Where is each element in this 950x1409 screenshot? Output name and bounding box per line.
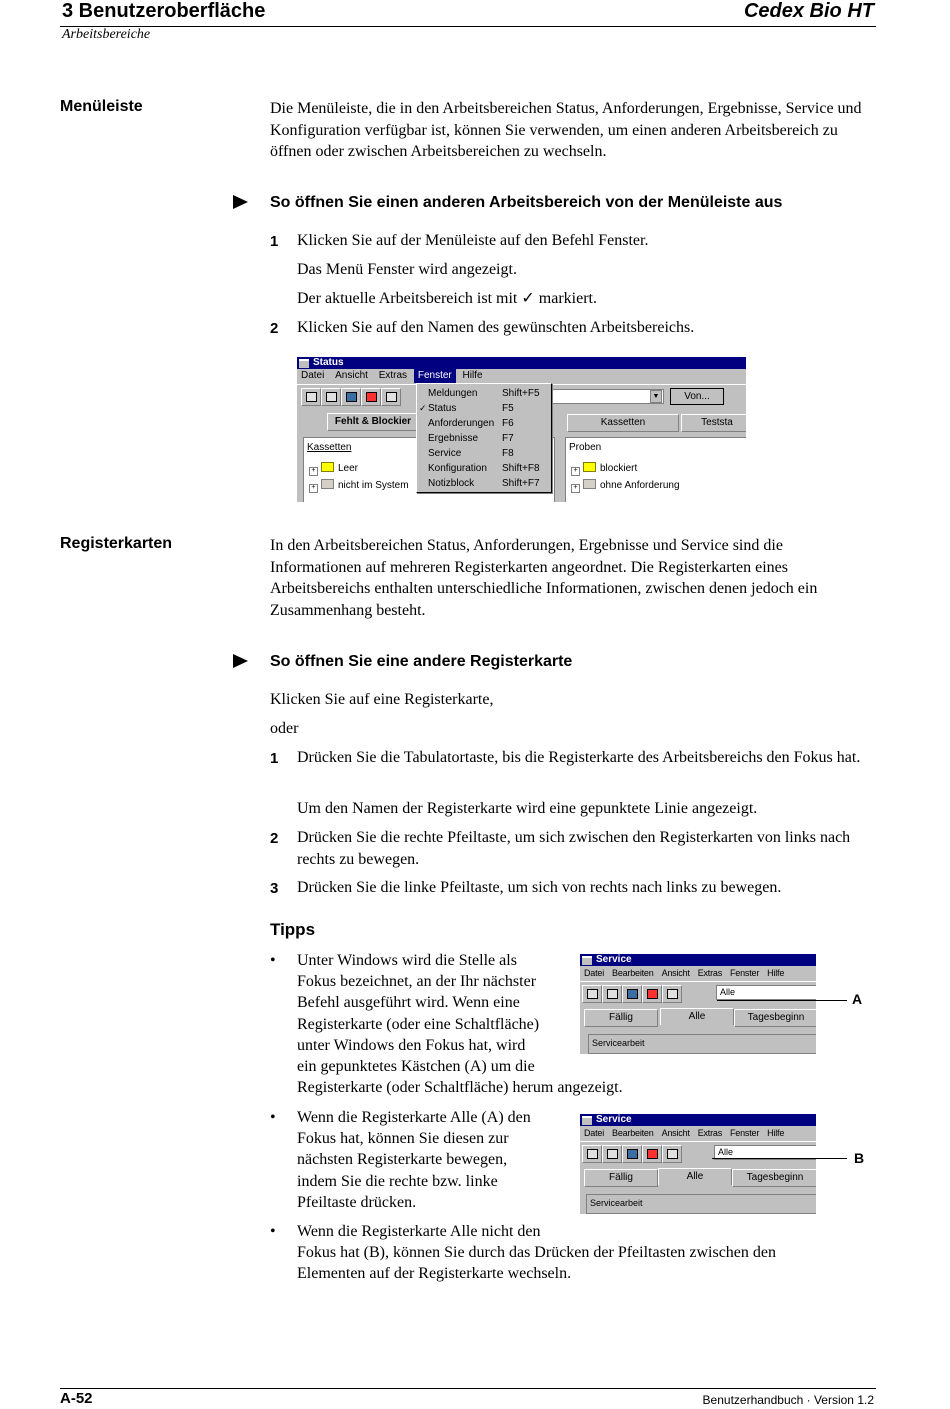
procedure-title: So öffnen Sie eine andere Registerkarte (270, 653, 573, 670)
step-text: Drücken Sie die Tabulatortaste, bis die Registerkarte des Arbeitsbereichs den Fokus hat. (297, 749, 861, 766)
callout-b: B (854, 1150, 865, 1166)
tab-alle[interactable]: Alle (660, 1008, 734, 1025)
tab-faellig[interactable]: Fällig (584, 1009, 658, 1027)
step-number: 1 (270, 233, 279, 250)
window-title: Service (596, 1114, 632, 1125)
tab-tagesbeginn[interactable]: Tagesbeginn (732, 1169, 816, 1187)
tool-alarm-icon[interactable] (642, 985, 662, 1003)
tip-3: • Wenn die Registerkarte Alle nicht den Fokus hat (B), können Sie durch das Drücken der Pfeiltasten zwischen den Elementen auf der Registerkarte wechseln. (270, 1223, 776, 1283)
procedure-arrow-icon (233, 195, 248, 209)
tool-print-preview-icon[interactable] (582, 985, 602, 1003)
tree-item-leer[interactable]: + Leer (309, 462, 358, 476)
procedure-arrow-icon (233, 654, 248, 668)
menu-bearbeiten[interactable]: Bearbeiten (612, 1128, 654, 1138)
menu-item-service[interactable]: Service F8 (428, 448, 514, 459)
step-text: Drücken Sie die linke Pfeiltaste, um sich von rechts nach links zu bewegen. (297, 879, 782, 896)
menu-extras[interactable]: Extras (697, 968, 722, 978)
window-titlebar (580, 1114, 816, 1126)
status-window-screenshot (297, 357, 746, 502)
tool-print-preview-icon[interactable] (582, 1145, 602, 1163)
callout-a-line (717, 1000, 847, 1001)
tool-print-preview-icon[interactable] (301, 388, 321, 406)
tree-item-blockiert[interactable]: + blockiert (571, 462, 637, 476)
chapter-title: 3 Benutzeroberfläche (62, 0, 266, 22)
tipps-heading: Tipps (270, 920, 316, 939)
step-2 (270, 317, 876, 339)
menu-item-meldungen[interactable]: Meldungen Shift+F5 (428, 388, 540, 399)
tip-1: • Unter Windows wird die Stelle als Fokus bezeichnet, an der Ihr nächster Befehl ausgeführt wird. Wenn eine Registerkarte (oder eine Schaltfläche) unter Windows den Fokus hat, wird ein gepunktetes Kästchen (A) um die Registerkarte (oder Schaltfläche) herum angezeigt. (270, 952, 623, 1097)
step-number: 1 (270, 750, 279, 767)
tab-kassetten[interactable]: Kassetten (567, 414, 679, 432)
folder-icon (583, 479, 596, 489)
menu-item-notizblock[interactable]: Notizblock Shift+F7 (428, 478, 540, 489)
menu-ansicht[interactable]: Ansicht (335, 370, 368, 381)
fenster-dropdown-menu (416, 383, 552, 493)
menu-datei[interactable]: Datei (584, 968, 605, 978)
footer-rule (60, 1388, 876, 1389)
click-tab-text: Klicken Sie auf eine Registerkarte, (270, 691, 494, 708)
tool-print-icon[interactable] (602, 1145, 622, 1163)
step-text: Drücken Sie die rechte Pfeiltaste, um sich zwischen den Registerkarten von links nach rechts zu bewegen. (297, 829, 851, 868)
window-titlebar (297, 357, 746, 369)
step-1-result-2: Der aktuelle Arbeitsbereich ist mit ✓ markiert. (297, 290, 597, 307)
procedure-open-tab (233, 653, 572, 671)
menu-hilfe[interactable]: Hilfe (767, 968, 785, 978)
menubar (580, 966, 816, 980)
registerkarten-heading: Registerkarten (60, 535, 173, 552)
tab-step-3 (270, 877, 876, 899)
tool-pointer-icon[interactable] (662, 985, 682, 1003)
callout-a: A (852, 991, 863, 1007)
combo-arrow-icon[interactable]: ▼ (650, 390, 662, 403)
menu-bearbeiten[interactable]: Bearbeiten (612, 968, 654, 978)
servicearbeit-panel: Servicearbeit (586, 1194, 816, 1214)
menu-item-ergebnisse[interactable]: Ergebnisse F7 (428, 433, 514, 444)
tool-monitor-icon[interactable] (341, 388, 361, 406)
menu-fenster[interactable]: Fenster (730, 1128, 760, 1138)
menuleiste-intro: Die Menüleiste, die in den Arbeitsbereichen Status, Anforderungen, Ergebnisse, Service und Konfiguration verfügbar ist, können Sie verwenden, um einen anderen Arbeitsbereich zu öffnen oder zwischen Arbeitsbereichen zu wechseln. (270, 100, 862, 160)
menu-ansicht[interactable]: Ansicht (661, 1128, 690, 1138)
menu-extras[interactable]: Extras (697, 1128, 722, 1138)
system-menu-icon (582, 1116, 592, 1125)
tree-item-nicht-im-system[interactable]: + nicht im System (309, 479, 409, 493)
tab-faellig[interactable]: Fällig (584, 1169, 658, 1187)
filter-combo[interactable] (552, 389, 664, 404)
filter-field[interactable]: Alle (716, 985, 816, 1000)
section-subtitle: Arbeitsbereiche (62, 27, 151, 42)
step-1 (270, 230, 876, 252)
procedure-open-workspace (233, 194, 782, 212)
menu-item-konfiguration[interactable]: Konfiguration Shift+F8 (428, 463, 540, 474)
menu-extras[interactable]: Extras (378, 370, 408, 381)
tab-teststatus[interactable]: Teststa (681, 414, 746, 432)
window-titlebar (580, 954, 816, 966)
registerkarten-intro: In den Arbeitsbereichen Status, Anforderungen, Ergebnisse und Service sind die Informationen auf mehreren Registerkarten angeordnet. Die Registerkarten eines Arbeitsbereichs enthalten unterschiedliche Informationen, zwischen denen jedoch ein Zusammenhang besteht. (270, 537, 818, 619)
menu-datei[interactable]: Datei (301, 370, 325, 381)
menu-hilfe[interactable]: Hilfe (767, 1128, 785, 1138)
header-rule (60, 26, 876, 27)
proben-list-label: Proben (569, 442, 602, 453)
tip-2: • Wenn die Registerkarte Alle (A) den Fokus hat, können Sie diesen zur nächsten Registerkarte bewegen, indem Sie die rechte bzw. linke Pfeiltaste drücken. (270, 1109, 531, 1211)
tool-alarm-icon[interactable] (642, 1145, 662, 1163)
tab-fehlt-blockiert[interactable]: Fehlt & Blockier (327, 413, 419, 431)
system-menu-icon (299, 359, 309, 368)
tab-step-1-result: Um den Namen der Registerkarte wird eine gepunktete Linie angezeigt. (297, 800, 758, 817)
tool-pointer-icon[interactable] (662, 1145, 682, 1163)
tree-item-ohne-anforderung[interactable]: + ohne Anforderung (571, 479, 680, 493)
tool-monitor-icon[interactable] (622, 985, 642, 1003)
menubar (580, 1126, 816, 1140)
service-window-screenshot-b (580, 1114, 816, 1214)
servicearbeit-panel: Servicearbeit (588, 1034, 816, 1054)
page-number: A-52 (60, 1390, 93, 1407)
system-menu-icon (582, 956, 592, 965)
menuleiste-heading: Menüleiste (60, 98, 143, 115)
von-button[interactable]: Von... (670, 388, 724, 405)
folder-icon (321, 479, 334, 489)
step-text: Klicken Sie auf den Namen des gewünschten Arbeitsbereichs. (297, 319, 695, 336)
checkmark-icon: ✓ (419, 403, 427, 413)
step-number: 3 (270, 880, 279, 897)
product-name: Cedex Bio HT (743, 0, 874, 22)
step-1-result-1: Das Menü Fenster wird angezeigt. (297, 261, 517, 278)
window-title: Status (313, 357, 344, 368)
folder-icon (321, 462, 334, 472)
menu-datei[interactable]: Datei (584, 1128, 605, 1138)
tab-tagesbeginn[interactable]: Tagesbeginn (734, 1009, 816, 1027)
menu-fenster[interactable]: Fenster (414, 369, 456, 383)
menu-item-anforderungen[interactable]: Anforderungen F6 (428, 418, 514, 429)
kassetten-list-label: Kassetten (307, 442, 352, 453)
oder-text: oder (270, 720, 299, 737)
step-text: Klicken Sie auf der Menüleiste auf den Befehl Fenster. (297, 232, 649, 249)
menubar (297, 369, 746, 383)
menu-ansicht[interactable]: Ansicht (661, 968, 690, 978)
tool-monitor-icon[interactable] (622, 1145, 642, 1163)
window-title: Service (596, 954, 632, 965)
menu-fenster[interactable]: Fenster (730, 968, 760, 978)
procedure-title: So öffnen Sie einen anderen Arbeitsbereich von der Menüleiste aus (270, 194, 783, 211)
tool-print-icon[interactable] (321, 388, 341, 406)
tool-pointer-icon[interactable] (381, 388, 401, 406)
menu-item-status[interactable]: ✓ Status F5 (419, 403, 514, 414)
service-window-screenshot-a (580, 954, 816, 1054)
folder-icon (583, 462, 596, 472)
document-version: Benutzerhandbuch · Version 1.2 (702, 1393, 874, 1407)
menu-hilfe[interactable]: Hilfe (462, 370, 483, 381)
step-number: 2 (270, 830, 279, 847)
callout-b-line (712, 1158, 847, 1159)
toolbar (580, 1141, 816, 1164)
step-number: 2 (270, 320, 279, 337)
tool-alarm-icon[interactable] (361, 388, 381, 406)
tab-step-1 (270, 747, 876, 769)
tab-alle[interactable]: Alle (658, 1168, 732, 1185)
tab-step-2 (270, 827, 876, 870)
filter-field[interactable]: Alle (714, 1145, 816, 1160)
tool-print-icon[interactable] (602, 985, 622, 1003)
